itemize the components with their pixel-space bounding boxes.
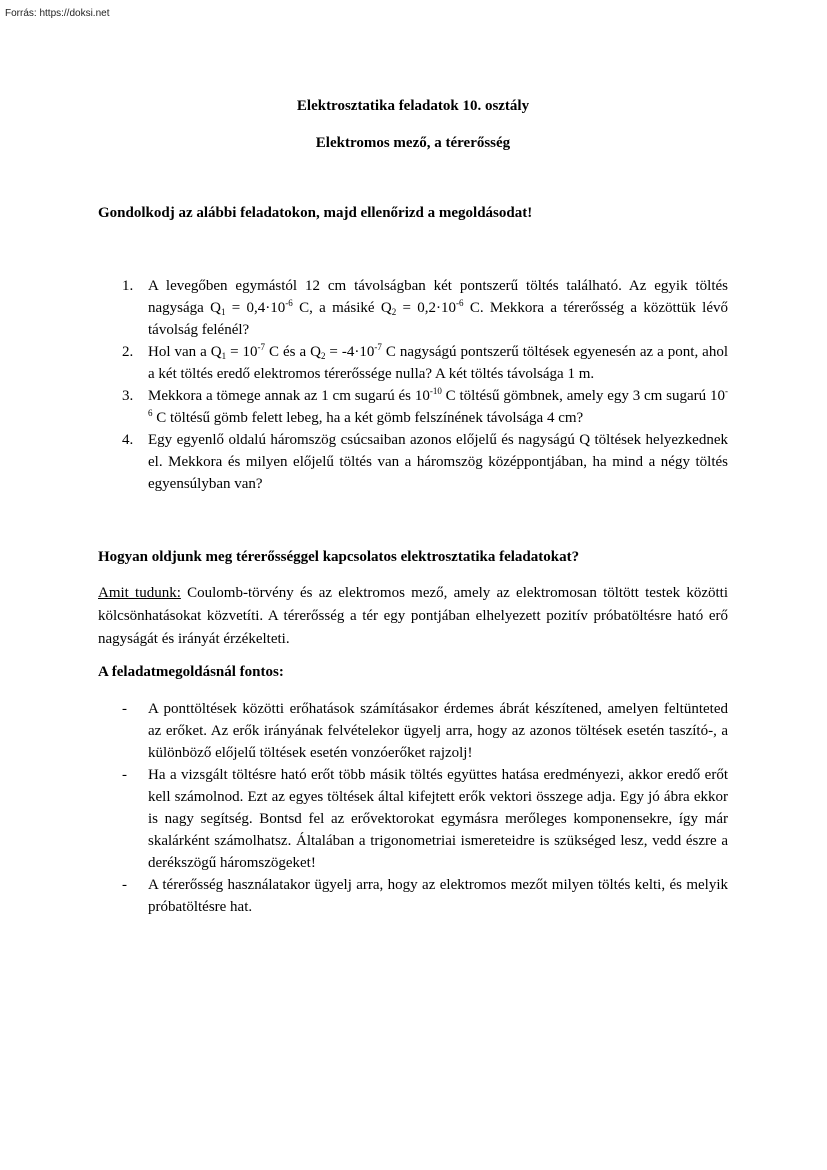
problem-text: = -4·10 [325, 344, 375, 360]
superscript: -6 [456, 298, 464, 308]
dash-bullet: - [122, 877, 127, 893]
problem-text: C és a Q [265, 344, 321, 360]
problem-item [98, 341, 728, 385]
tip-item [98, 764, 728, 874]
problem-number: 1. [122, 278, 134, 294]
problem-text: C töltésű gömbnek, amely egy 3 cm sugarú 10 [441, 388, 725, 404]
important-heading: A feladatmegoldásnál fontos: [98, 664, 284, 680]
problem-number: 3. [122, 388, 134, 404]
problem-text: Mekkora a tömege annak az 1 cm sugarú és 10 [148, 388, 430, 404]
document-subtitle: Elektromos mező, a térerősség [315, 135, 511, 151]
instruction-text: Gondolkodj az alábbi feladatokon, majd ellenőrizd a megoldásodat! [98, 205, 533, 221]
superscript: -10 [429, 386, 442, 396]
problem-text: = 0,2·10 [396, 300, 457, 316]
subscript: 1 [221, 351, 227, 361]
superscript: -7 [257, 342, 266, 352]
source-label: Forrás: https://doksi.net [5, 8, 110, 19]
tip-item [98, 874, 728, 918]
dash-bullet: - [122, 701, 127, 717]
problem-list [98, 275, 728, 495]
problem-item [98, 385, 728, 429]
tip-text: Ha a vizsgált töltésre ható erőt több másik töltés együttes hatása eredményezi, akkor eredő erőt kell számolnod. Ezt az egyes töltések által kifejtett erők vektori összege adja. Egy jó ábra ekkor is nagy segítség. Bontsd fel az erővektorokat egymásra merőleges komponensekre, így már skalárként számolhatsz. Általában a trigonometriai ismereteidre is szükséged lesz, vedd észre a derékszögű háromszögeket! [148, 767, 728, 871]
problem-number: 4. [122, 432, 134, 448]
problem-text: Hol van a Q [148, 344, 222, 360]
problem-text: A levegőben egymástól 12 cm távolságban két pontszerű töltés található. Az egyik töltés nagysága Q [148, 278, 728, 316]
superscript: -7 [374, 342, 382, 352]
tip-text: A térerősség használatakor ügyelj arra, hogy az elektromos mezőt milyen töltés kelti, és melyik próbatöltésre hat. [148, 877, 728, 915]
problem-text: C, a másiké Q [292, 300, 392, 316]
problem-item [98, 275, 728, 341]
problem-number: 2. [122, 344, 134, 360]
problem-text: C nagyságú pontszerű töltések egyenesén az a pont, ahol a két töltés eredő elektromos térerőssége nulla? A két töltés távolsága 1 m. [148, 344, 728, 382]
intro-paragraph [98, 582, 728, 651]
tips-list [98, 698, 728, 918]
intro-label: Amit tudunk: [98, 585, 181, 601]
subscript: 1 [220, 307, 226, 317]
tip-text: A ponttöltések közötti erőhatások számításakor érdemes ábrát készítened, amelyen feltünteted az erőket. Az erők irányának felvételekor ügyelj arra, hogy az azonos töltések esetén taszító-, a különböző előjelű töltések esetén vonzóerőket rajzolj! [148, 701, 728, 761]
superscript: -6 [148, 386, 728, 418]
intro-text: Coulomb-törvény és az elektromos mező, amely az elektromosan töltött testek közötti kölcsönhatásokat közvetíti. A térerősség a tér egy pontjában elhelyezett pozitív próbatöltésre ható erő nagyságát és irányát érzékelteti. [98, 585, 729, 647]
subscript: 2 [320, 351, 326, 361]
dash-bullet: - [122, 767, 127, 783]
problem-text: C töltésű gömb felett lebeg, ha a két gömb felszínének távolsága 4 cm? [152, 410, 584, 426]
problem-text: = 0,4·10 [225, 300, 286, 316]
problem-text: Egy egyenlő oldalú háromszög csúcsaiban azonos előjelű és nagyságú Q töltések helyezkednek el. Mekkora és milyen előjelű töltés van a háromszög középpontjában, ha mind a négy töltés egyensúlyban van? [148, 432, 728, 492]
problem-text: = 10 [226, 344, 258, 360]
section-heading: Hogyan oldjunk meg térerősséggel kapcsolatos elektrosztatika feladatokat? [98, 549, 580, 565]
subscript: 2 [391, 307, 397, 317]
tip-item [98, 698, 728, 764]
problem-item [98, 429, 728, 495]
superscript: -6 [285, 298, 293, 308]
problem-text: C. Mekkora a térerősség a közöttük lévő távolság felénél? [148, 300, 728, 338]
document-title: Elektrosztatika feladatok 10. osztály [296, 98, 530, 114]
